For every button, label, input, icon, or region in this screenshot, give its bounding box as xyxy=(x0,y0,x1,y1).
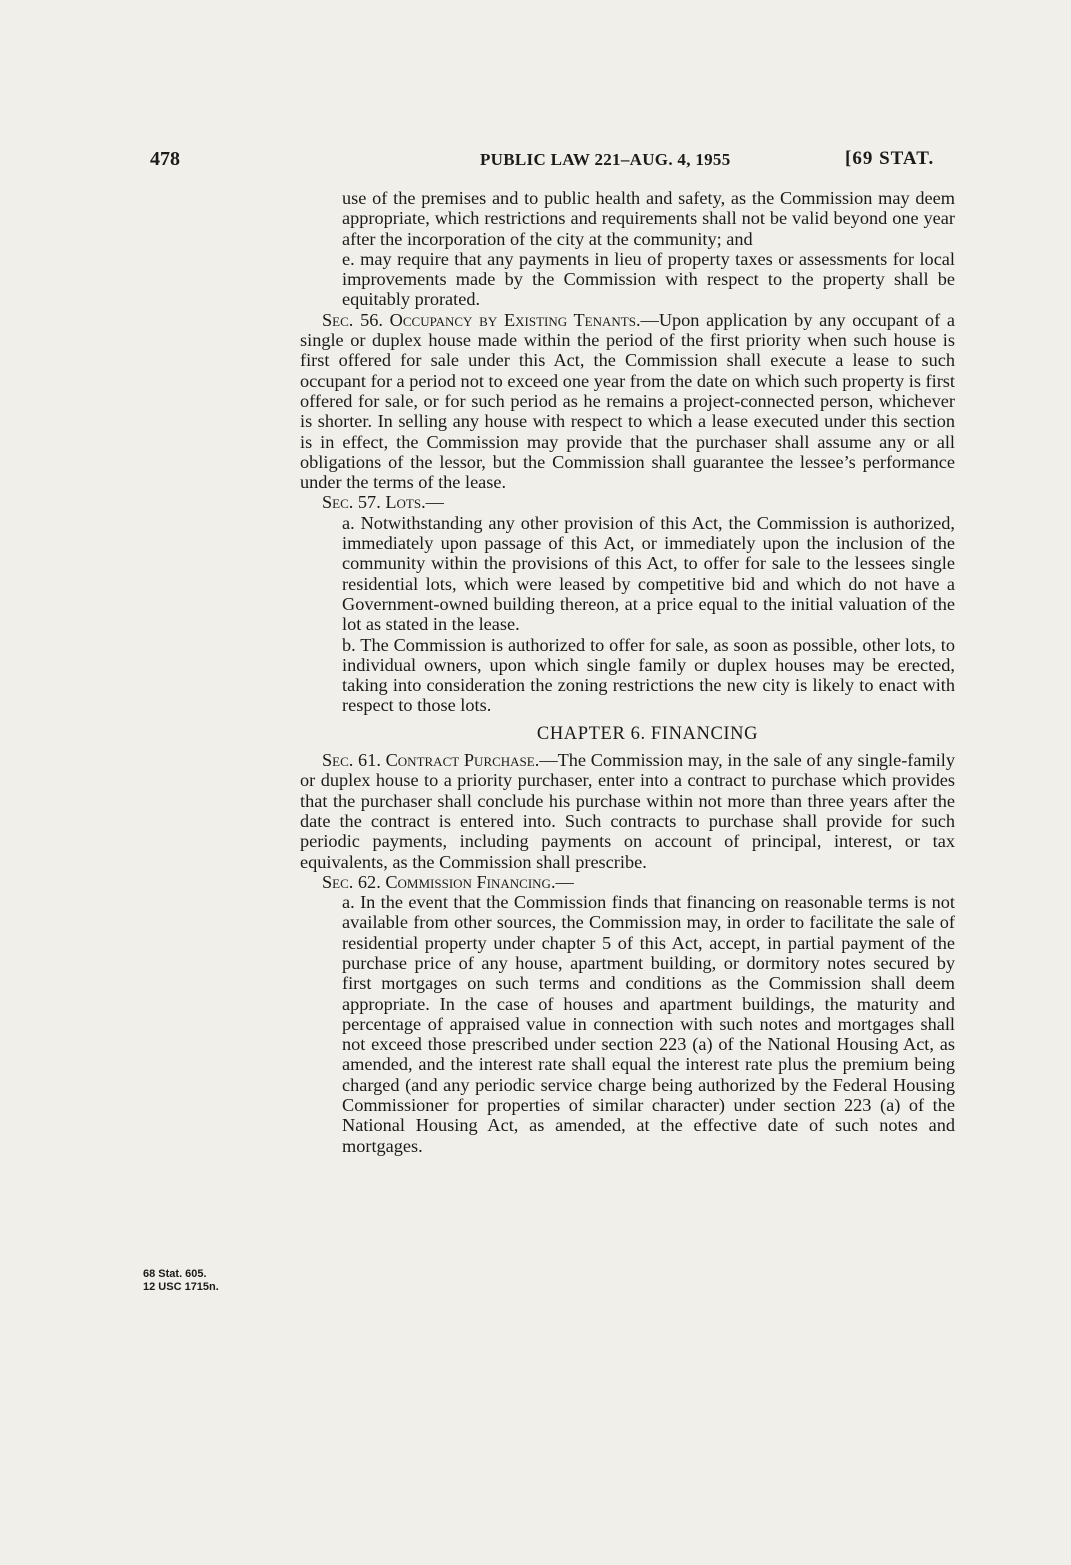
item-e-text: e. may require that any payments in lieu of property taxes or assessments for local improvements made by the Commission with respect to the property shall be equitably prorated. xyxy=(342,248,955,310)
margin-citation-usc: 12 USC 1715n. xyxy=(143,1281,219,1293)
chapter-heading: CHAPTER 6. FINANCING xyxy=(536,723,759,744)
section-57-item-a: a. Notwithstanding any other provision of this Act, the Commission is authorized, immediately upon passage of this Act, or immediately upon the inclusion of the community within the provisions of this Act, to offer for sale to the lessees single residential lots, which were leased by competitive bid and which do not have a Government-owned building thereon, at a price equal to the initial valuation of the lot as stated in the lease. xyxy=(342,512,955,635)
section-56 xyxy=(300,310,955,493)
volume-citation: [69 STAT. xyxy=(845,148,935,169)
section-62-heading: Sec. 62. Commission Financing. xyxy=(322,871,556,892)
section-62-dash: — xyxy=(555,871,574,892)
section-61-text: —The Commission may, in the sale of any single-family or duplex house to a priority purchaser, enter into a contract to purchase which provides that the purchaser shall conclude his purchase within not more than three years after the date the contract is entered into. Such contracts to purchase shall provide for such periodic payments, including payments on account of principal, interest, or tax equivalents, as the Commission shall prescribe. xyxy=(300,750,955,872)
section-56-text: —Upon application by any occupant of a single or duplex house made within the period of the first priority when such house is first offered for sale under this Act, the Commission shall execute a lease to such occupant for a period not to exceed one year from the date on which such property is first offered for sale, or for such period as he remains a project-connected person, whichever is shorter. In selling any house with respect to which a lease executed under this section is in effect, the Commission may provide that the purchaser shall assume any or all obligations of the lessor, but the Commission shall guarantee the lessee’s performance under the terms of the lease. xyxy=(300,309,955,493)
section-62-item-a: a. In the event that the Commission finds that financing on reasonable terms is not available from other sources, the Commission may, in order to facilitate the sale of residential property under chapter 5 of this Act, accept, in partial payment of the purchase price of any house, apartment building, or dormitory notes secured by first mortgages on such terms and conditions as the Commission shall deem appropriate. In the case of houses and apartment buildings, the maturity and percentage of appraised value in connection with such notes and mortgages shall not exceed those prescribed under section 223 (a) of the National Housing Act, as amended, and the interest rate shall equal the interest rate plus the premium being charged (and any periodic service charge being authorized by the Federal Housing Commissioner for properties of similar character) under section 223 (a) of the National Housing Act, as amended, at the effective date of such notes and mortgages. xyxy=(342,892,955,1156)
paragraph-item-e xyxy=(300,249,955,310)
section-61-heading: Sec. 61. Contract Purchase. xyxy=(322,750,540,771)
running-head: PUBLIC LAW 221–AUG. 4, 1955 xyxy=(480,150,731,169)
section-57 xyxy=(300,492,955,512)
section-57-dash: — xyxy=(425,492,444,513)
body-text xyxy=(300,188,955,1156)
section-57-heading: Sec. 57. Lots. xyxy=(322,492,426,513)
section-57-item-b: b. The Commission is authorized to offer for sale, as soon as possible, other lots, to individual owners, upon which single family or duplex houses may be erected, taking into consideration the zoning restrictions the new city is likely to enact with respect to those lots. xyxy=(342,634,955,716)
page-number: 478 xyxy=(150,148,180,170)
page-header xyxy=(150,148,970,178)
margin-citation-stat: 68 Stat. 605. xyxy=(143,1268,207,1280)
margin-citation xyxy=(143,1268,273,1294)
section-61 xyxy=(300,750,955,872)
section-56-heading: Sec. 56. Occupancy by Existing Tenants. xyxy=(322,309,641,330)
paragraph-continuation: use of the premises and to public health and safety, as the Commission may deem appropriate, which restrictions and requirements shall not be valid beyond one year after the incorporation of the city at the community; and xyxy=(342,188,955,249)
section-62 xyxy=(300,872,955,892)
